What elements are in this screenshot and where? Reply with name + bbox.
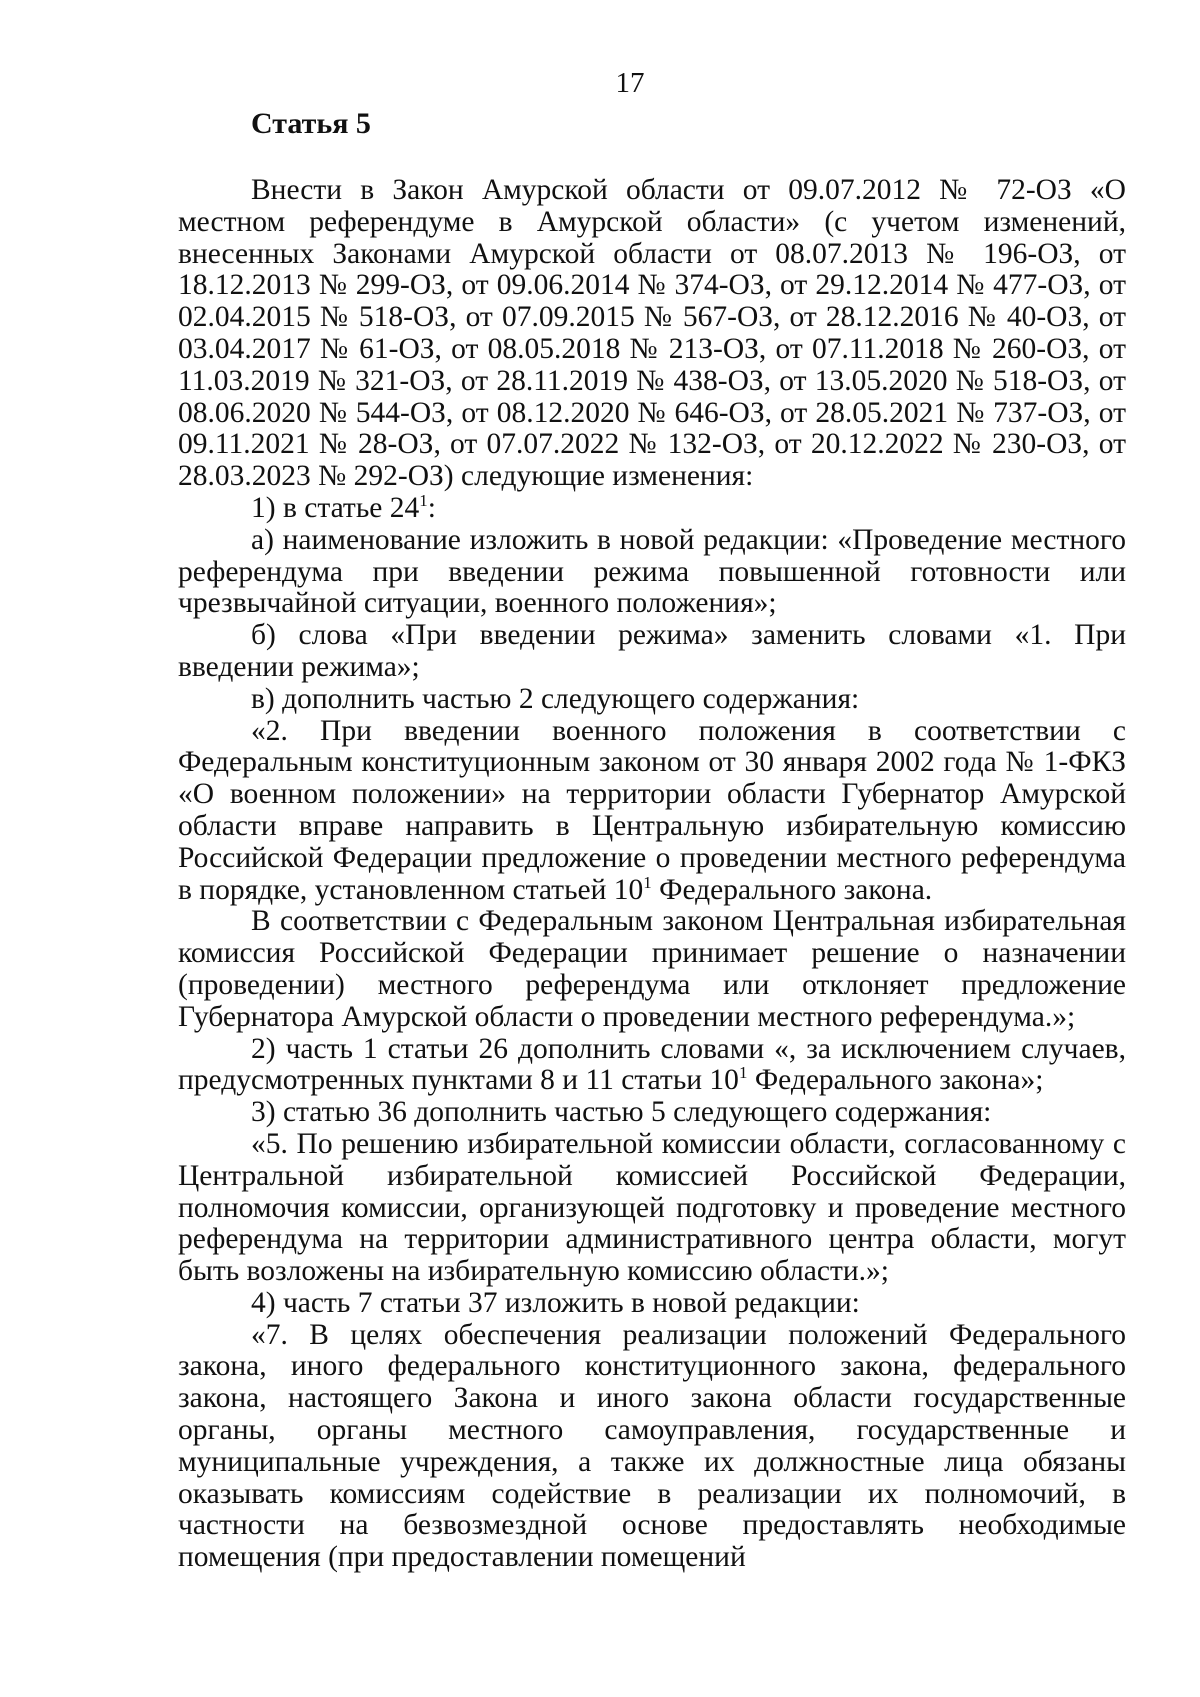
paragraph-text: «2. При введении военного положения в соответствии с Федеральным конституционным законом от 30 января 2002 года № 1-ФКЗ «О военном положении» на территории области Губернатор Амурской области вправе направить в Центральную избирательную комиссию Российской Федерации предложение о проведении местного референдума в порядке, установленном статьей 10 xyxy=(178,714,1126,906)
paragraph-text: 1) в статье 24 xyxy=(251,491,420,524)
paragraph-item-4: 4) часть 7 статьи 37 изложить в новой редакции: xyxy=(251,1286,860,1319)
paragraph-subitem-b: б) слова «При введении режима» заменить словами «1. При введении режима»; xyxy=(178,619,1126,683)
paragraph-item-2 xyxy=(178,1034,1126,1098)
superscript: 1 xyxy=(738,1063,748,1083)
paragraph-item-3: 3) статью 36 дополнить частью 5 следующего содержания: xyxy=(251,1096,992,1129)
paragraph-text: Федерального закона»; xyxy=(747,1064,1044,1097)
paragraph-quoted-part-5: «5. По решению избирательной комиссии области, согласованному с Центральной избирательной комиссией Российской Федерации, полномочия комиссии, организующей подготовку и проведение местного референдума на территории административного центра области, могут быть возложены на избирательную комиссию области.»; xyxy=(178,1127,1126,1288)
article-title: Статья 5 xyxy=(251,107,371,140)
paragraph-text: 2) часть 1 статьи 26 дополнить словами «, за исключением случаев, предусмотренных пунктами 8 и 11 статьи 10 xyxy=(178,1032,1126,1097)
paragraph-text: Федерального закона. xyxy=(651,873,933,906)
page-number: 17 xyxy=(615,67,645,99)
paragraph-cec-decision: В соответствии с Федеральным законом Центральная избирательная комиссия Российской Федерации принимает решение о назначении (проведении) местного референдума или отклоняет предложение Губернатора Амурской области о проведении местного референдума.»; xyxy=(178,905,1126,1033)
article-body xyxy=(178,175,1126,1574)
paragraph-quoted-part-2 xyxy=(178,716,1126,907)
paragraph-item-1 xyxy=(178,493,1126,525)
paragraph-intro: Внести в Закон Амурской области от 09.07.2012 № 72-ОЗ «О местном референдуме в Амурской области» (с учетом изменений, внесенных Законами Амурской области от 08.07.2013 № 196-ОЗ, от 18.12.2013 № 299-ОЗ, от 09.06.2014 № 374-ОЗ, от 29.12.2014 № 477-ОЗ, от 02.04.2015 № 518-ОЗ, от 07.09.2015 № 567-ОЗ, от 28.12.2016 № 40-ОЗ, от 03.04.2017 № 61-ОЗ, от 08.05.2018 № 213-ОЗ, от 07.11.2018 № 260-ОЗ, от 11.03.2019 № 321-ОЗ, от 28.11.2019 № 438-ОЗ, от 13.05.2020 № 518-ОЗ, от 08.06.2020 № 544-ОЗ, от 08.12.2020 № 646-ОЗ, от 28.05.2021 № 737-ОЗ, от 09.11.2021 № 28-ОЗ, от 07.07.2022 № 132-ОЗ, от 20.12.2022 № 230-ОЗ, от 28.03.2023 № 292-ОЗ) следующие изменения: xyxy=(178,174,1126,493)
paragraph-subitem-v: в) дополнить частью 2 следующего содержания: xyxy=(251,682,860,715)
superscript: 1 xyxy=(419,491,428,511)
paragraph-subitem-a: а) наименование изложить в новой редакции: «Проведение местного референдума при введении режима повышенной готовности или чрезвычайной ситуации, военного положения»; xyxy=(178,523,1126,620)
paragraph-quoted-part-7: «7. В целях обеспечения реализации положений Федерального закона, иного федерального конституционного закона, федерального закона, настоящего Закона и иного закона области государственные органы, органы местного самоуправления, государственные и муниципальные учреждения, а также их должностные лица обязаны оказывать комиссиям содействие в реализации их полномочий, в частности на безвозмездной основе предоставлять необходимые помещения (при предоставлении помещений xyxy=(178,1318,1126,1574)
superscript: 1 xyxy=(643,872,652,892)
paragraph-text: : xyxy=(427,491,436,524)
